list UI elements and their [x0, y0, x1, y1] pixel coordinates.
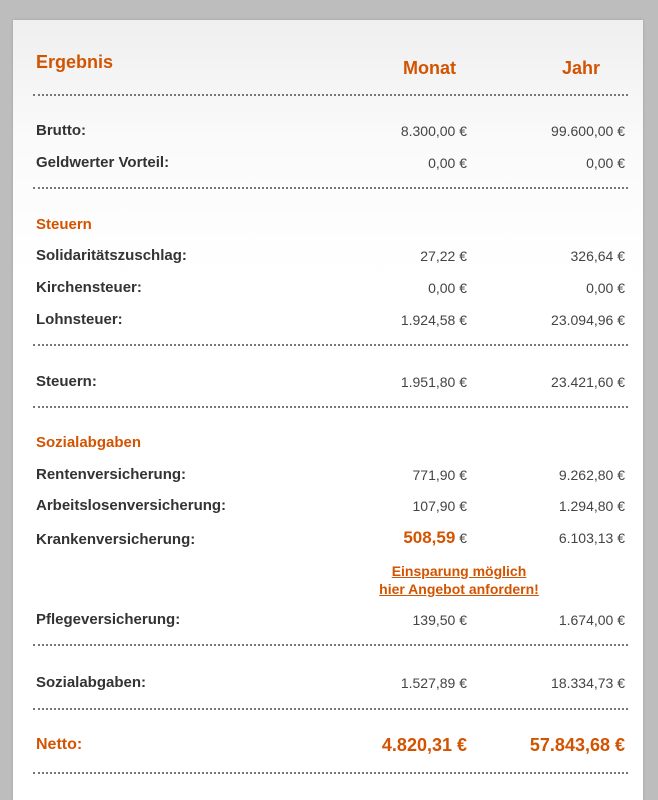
- row-label-lohnsteuer: Lohnsteuer:: [36, 311, 123, 328]
- steuern-total-month-value: 1.951,80 €: [400, 374, 467, 390]
- geldwerter-vorteil-month-value: 0,00 €: [428, 155, 467, 171]
- krankenversicherung-month-amount: 508,59: [403, 528, 456, 547]
- column-header-year: Jahr: [562, 58, 601, 78]
- geldwerter-vorteil-year-value: 0,00 €: [586, 155, 625, 171]
- soli-year-value: 326,64 €: [570, 248, 625, 264]
- section-heading-taxes: Steuern: [36, 216, 92, 233]
- row-label-arbeitslosenversicherung: Arbeitslosenversicherung:: [36, 497, 227, 514]
- soli-month-value: 27,22 €: [420, 248, 467, 264]
- separator: [33, 344, 628, 346]
- brutto-year-value: 99.600,00 €: [551, 123, 625, 139]
- krankenversicherung-year-value: 6.103,13 €: [558, 530, 625, 546]
- separator: [33, 644, 628, 646]
- row-label-netto: Netto:: [36, 736, 83, 753]
- offer-link-line2[interactable]: hier Angebot anfordern!: [379, 581, 539, 597]
- krankenversicherung-month-unit: €: [459, 530, 467, 546]
- offer-link-line1[interactable]: Einsparung möglich: [391, 563, 527, 579]
- row-label-krankenversicherung: Krankenversicherung:: [36, 531, 196, 548]
- netto-month-value: 4.820,31 €: [381, 735, 467, 755]
- kirchensteuer-year-value: 0,00 €: [586, 280, 625, 296]
- arbeitslosenversicherung-year-value: 1.294,80 €: [558, 498, 625, 514]
- krankenversicherung-month-value: [403, 528, 467, 548]
- lohnsteuer-month-value: 1.924,58 €: [400, 312, 467, 328]
- result-panel: [13, 20, 643, 800]
- section-heading-social: Sozialabgaben: [36, 434, 142, 451]
- separator: [33, 708, 628, 710]
- steuern-total-year-value: 23.421,60 €: [551, 374, 625, 390]
- row-label-geldwerter-vorteil: Geldwerter Vorteil:: [36, 154, 170, 171]
- pflegeversicherung-month-value: 139,50 €: [412, 612, 467, 628]
- netto-year-value: 57.843,68 €: [529, 735, 625, 755]
- separator: [33, 187, 628, 189]
- kirchensteuer-month-value: 0,00 €: [428, 280, 467, 296]
- row-label-kirchensteuer: Kirchensteuer:: [36, 279, 142, 296]
- column-header-month: Monat: [403, 58, 456, 78]
- row-label-rentenversicherung: Rentenversicherung:: [36, 466, 187, 483]
- sozialabgaben-total-month-value: 1.527,89 €: [400, 675, 467, 691]
- separator: [33, 406, 628, 408]
- row-label-sozialabgaben-total: Sozialabgaben:: [36, 674, 147, 691]
- separator: [33, 94, 628, 96]
- row-label-steuern-total: Steuern:: [36, 373, 97, 390]
- result-title: Ergebnis: [36, 52, 114, 72]
- arbeitslosenversicherung-month-value: 107,90 €: [412, 498, 467, 514]
- lohnsteuer-year-value: 23.094,96 €: [551, 312, 625, 328]
- sozialabgaben-total-year-value: 18.334,73 €: [551, 675, 625, 691]
- rentenversicherung-year-value: 9.262,80 €: [558, 467, 625, 483]
- brutto-month-value: 8.300,00 €: [400, 123, 467, 139]
- row-label-pflegeversicherung: Pflegeversicherung:: [36, 611, 181, 628]
- row-label-brutto: Brutto:: [36, 122, 86, 139]
- row-label-soli: Solidaritätszuschlag:: [36, 247, 187, 264]
- offer-request-link[interactable]: [349, 562, 569, 598]
- separator: [33, 772, 628, 774]
- rentenversicherung-month-value: 771,90 €: [412, 467, 467, 483]
- pflegeversicherung-year-value: 1.674,00 €: [558, 612, 625, 628]
